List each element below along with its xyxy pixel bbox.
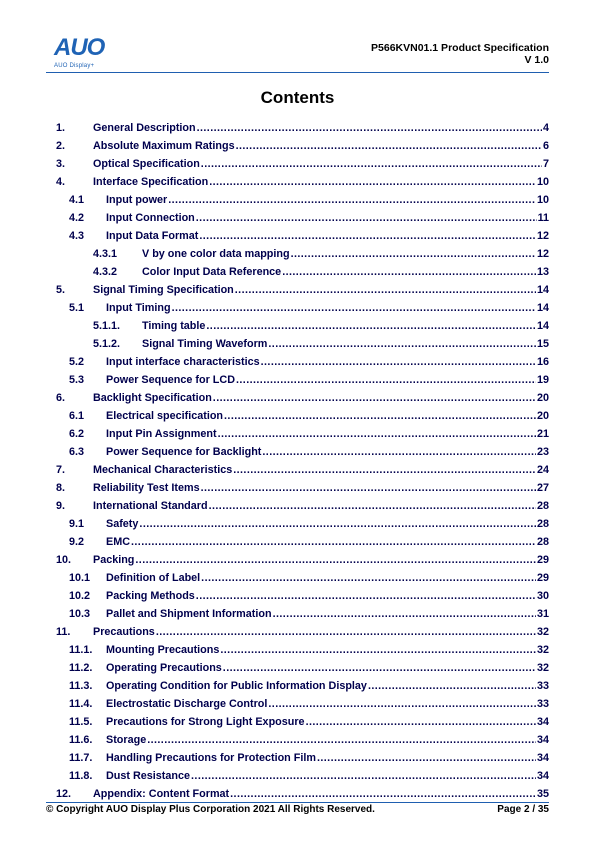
- toc-dot-leader: [236, 140, 542, 153]
- toc-entry-title: Signal Timing Waveform: [142, 338, 268, 350]
- toc-entry-page: 29: [536, 554, 549, 566]
- toc-dot-leader: [201, 482, 536, 495]
- toc-entry-number: 4.3: [69, 230, 85, 242]
- toc-entry[interactable]: [56, 639, 549, 657]
- toc-entry-page: 33: [536, 698, 549, 710]
- toc-entry[interactable]: [56, 531, 549, 549]
- toc-entry-page: 34: [536, 716, 549, 728]
- toc-entry[interactable]: [56, 783, 549, 801]
- toc-entry-number: 11.2.: [69, 662, 93, 674]
- toc-entry-page: 34: [536, 734, 549, 746]
- toc-dot-leader: [273, 608, 536, 621]
- toc-entry-number: 4.1: [69, 194, 85, 206]
- toc-entry[interactable]: [56, 621, 549, 639]
- toc-entry-page: 12: [536, 248, 549, 260]
- toc-dot-leader: [191, 770, 536, 783]
- toc-dot-leader: [206, 320, 536, 333]
- page-number: Page 2 / 35: [497, 804, 549, 815]
- toc-entry[interactable]: [56, 747, 549, 765]
- toc-entry-title: Absolute Maximum Ratings: [93, 140, 235, 152]
- toc-dot-leader: [168, 194, 536, 207]
- toc-entry-page: 21: [536, 428, 549, 440]
- toc-entry-title: Optical Specification: [93, 158, 200, 170]
- toc-entry-title: V by one color data mapping: [142, 248, 290, 260]
- toc-entry-title: Precautions for Strong Light Exposure: [106, 716, 305, 728]
- toc-entry-title: Precautions: [93, 626, 155, 638]
- toc-entry-title: Mounting Precautions: [106, 644, 220, 656]
- toc-entry-title: Input power: [106, 194, 168, 206]
- toc-entry-page: 34: [536, 770, 549, 782]
- toc-entry-number: 1.: [56, 122, 66, 134]
- toc-entry-number: 4.3.2: [93, 266, 118, 278]
- toc-entry-page: 34: [536, 752, 549, 764]
- toc-dot-leader: [235, 284, 536, 297]
- toc-entry-title: Mechanical Characteristics: [93, 464, 233, 476]
- toc-entry-number: 6.2: [69, 428, 85, 440]
- toc-entry-title: Packing Methods: [106, 590, 195, 602]
- toc-entry[interactable]: [56, 387, 549, 405]
- toc-entry-page: 28: [536, 500, 549, 512]
- toc-entry-page: 6: [542, 140, 549, 152]
- toc-entry-page: 20: [536, 410, 549, 422]
- toc-dot-leader: [201, 158, 542, 171]
- toc-dot-leader: [282, 266, 536, 279]
- toc-entry-page: 29: [536, 572, 549, 584]
- toc-entry-number: 9.: [56, 500, 66, 512]
- toc-entry[interactable]: [56, 225, 549, 243]
- toc-dot-leader: [306, 716, 536, 729]
- header-divider: [46, 72, 549, 73]
- toc-entry-title: Input Data Format: [106, 230, 199, 242]
- toc-entry[interactable]: [56, 567, 549, 585]
- toc-entry-page: 13: [536, 266, 549, 278]
- toc-entry[interactable]: [56, 711, 549, 729]
- toc-entry-number: 10.1: [69, 572, 91, 584]
- toc-entry-number: 11.4.: [69, 698, 93, 710]
- toc-dot-leader: [196, 590, 536, 603]
- toc-dot-leader: [156, 626, 536, 639]
- toc-entry-title: Reliability Test Items: [93, 482, 200, 494]
- toc-entry[interactable]: [56, 423, 549, 441]
- toc-dot-leader: [218, 428, 536, 441]
- toc-dot-leader: [131, 536, 536, 549]
- toc-entry[interactable]: [56, 585, 549, 603]
- toc-entry-page: 23: [536, 446, 549, 458]
- toc-entry[interactable]: [56, 117, 549, 135]
- toc-entry-page: 4: [542, 122, 549, 134]
- toc-entry[interactable]: [56, 351, 549, 369]
- toc-entry-page: 32: [536, 644, 549, 656]
- toc-entry[interactable]: [56, 189, 549, 207]
- toc-dot-leader: [261, 356, 536, 369]
- toc-entry[interactable]: [56, 495, 549, 513]
- toc-entry-title: Storage: [106, 734, 147, 746]
- toc-entry[interactable]: [56, 603, 549, 621]
- toc-entry-number: 11.8.: [69, 770, 93, 782]
- toc-dot-leader: [230, 788, 536, 801]
- toc-dot-leader: [147, 734, 536, 747]
- toc-entry-page: 7: [542, 158, 549, 170]
- toc-entry-number: 3.: [56, 158, 66, 170]
- toc-entry-title: General Description: [93, 122, 196, 134]
- toc-entry-number: 5.: [56, 284, 66, 296]
- toc-entry[interactable]: [56, 135, 549, 153]
- page-title: Contents: [260, 88, 335, 107]
- toc-entry[interactable]: [56, 765, 549, 783]
- footer-divider: [46, 802, 549, 803]
- toc-entry-title: Input Pin Assignment: [106, 428, 217, 440]
- toc-entry-page: 24: [536, 464, 549, 476]
- toc-dot-leader: [262, 446, 536, 459]
- toc-entry[interactable]: [56, 207, 549, 225]
- toc-entry[interactable]: [56, 441, 549, 459]
- toc-entry-title: Electrical specification: [106, 410, 224, 422]
- toc-entry-number: 6.: [56, 392, 66, 404]
- toc-entry-page: 10: [536, 176, 549, 188]
- toc-entry-number: 5.1.1.: [93, 320, 121, 332]
- toc-entry-page: 28: [536, 518, 549, 530]
- toc-entry-title: Power Sequence for LCD: [106, 374, 235, 386]
- toc-entry[interactable]: [56, 333, 549, 351]
- toc-entry-title: Timing table: [142, 320, 206, 332]
- toc-entry-page: 28: [536, 536, 549, 548]
- toc-entry[interactable]: [56, 243, 549, 261]
- toc-entry-number: 11.5.: [69, 716, 93, 728]
- toc-entry[interactable]: [56, 297, 549, 315]
- toc-entry[interactable]: [56, 513, 549, 531]
- product-title: P566KVN01.1 Product Specification: [371, 42, 549, 54]
- toc-entry-number: 6.3: [69, 446, 85, 458]
- toc-dot-leader: [317, 752, 536, 765]
- version-label: V 1.0: [524, 54, 549, 66]
- toc-entry-page: 10: [536, 194, 549, 206]
- toc-entry-page: 30: [536, 590, 549, 602]
- toc-entry[interactable]: [56, 153, 549, 171]
- toc-entry-number: 11.7.: [69, 752, 93, 764]
- toc-entry[interactable]: [56, 171, 549, 189]
- toc-entry-title: Handling Precautions for Protection Film: [106, 752, 316, 764]
- toc-entry[interactable]: [56, 549, 549, 567]
- toc-entry-title: Power Sequence for Backlight: [106, 446, 262, 458]
- toc-entry-title: Operating Precautions: [106, 662, 222, 674]
- toc-entry-page: 12: [536, 230, 549, 242]
- toc-entry[interactable]: [56, 675, 549, 693]
- toc-entry-page: 14: [536, 302, 549, 314]
- toc-entry[interactable]: [56, 657, 549, 675]
- toc-entry-number: 9.2: [69, 536, 85, 548]
- toc-dot-leader: [368, 680, 536, 693]
- toc-entry[interactable]: [56, 729, 549, 747]
- toc-entry-title: Safety: [106, 518, 139, 530]
- toc-entry-title: Definition of Label: [106, 572, 201, 584]
- toc-entry-page: 35: [536, 788, 549, 800]
- toc-entry-number: 11.6.: [69, 734, 93, 746]
- toc-dot-leader: [209, 176, 536, 189]
- table-of-contents: [56, 117, 549, 801]
- toc-entry-page: 14: [536, 320, 549, 332]
- toc-entry-title: Packing: [93, 554, 135, 566]
- logo-wordmark: AUO: [54, 34, 105, 61]
- toc-dot-leader: [268, 698, 536, 711]
- toc-dot-leader: [213, 392, 536, 405]
- toc-dot-leader: [220, 644, 536, 657]
- toc-entry-number: 5.3: [69, 374, 85, 386]
- toc-entry-number: 11.3.: [69, 680, 93, 692]
- toc-entry-title: Input Connection: [106, 212, 195, 224]
- toc-entry[interactable]: [56, 405, 549, 423]
- toc-entry-number: 10.: [56, 554, 72, 566]
- toc-dot-leader: [236, 374, 536, 387]
- document-header: [371, 42, 549, 66]
- toc-entry-page: 16: [536, 356, 549, 368]
- toc-entry[interactable]: [56, 279, 549, 297]
- toc-entry-page: 19: [536, 374, 549, 386]
- toc-entry-page: 11: [537, 212, 549, 224]
- toc-entry-number: 10.2: [69, 590, 91, 602]
- toc-entry-number: 2.: [56, 140, 66, 152]
- toc-entry-title: Interface Specification: [93, 176, 209, 188]
- toc-entry-title: Backlight Specification: [93, 392, 212, 404]
- toc-entry[interactable]: [56, 369, 549, 387]
- toc-entry-title: Appendix: Content Format: [93, 788, 230, 800]
- toc-entry-page: 27: [536, 482, 549, 494]
- toc-entry-title: Color Input Data Reference: [142, 266, 282, 278]
- toc-entry-title: Input Timing: [106, 302, 171, 314]
- toc-entry-number: 4.2: [69, 212, 85, 224]
- toc-entry-number: 4.3.1: [93, 248, 118, 260]
- toc-entry-page: 14: [536, 284, 549, 296]
- toc-dot-leader: [139, 518, 536, 531]
- toc-dot-leader: [268, 338, 536, 351]
- toc-dot-leader: [291, 248, 536, 261]
- toc-entry-page: 15: [536, 338, 549, 350]
- toc-entry-number: 10.3: [69, 608, 91, 620]
- toc-entry-number: 11.1.: [69, 644, 93, 656]
- toc-dot-leader: [197, 122, 542, 135]
- toc-entry-number: 5.1: [69, 302, 85, 314]
- toc-dot-leader: [201, 572, 536, 585]
- toc-entry-title: Pallet and Shipment Information: [106, 608, 272, 620]
- toc-entry-number: 5.1.2.: [93, 338, 121, 350]
- toc-entry[interactable]: [56, 693, 549, 711]
- toc-entry-page: 33: [536, 680, 549, 692]
- toc-dot-leader: [224, 410, 536, 423]
- toc-dot-leader: [233, 464, 536, 477]
- toc-entry[interactable]: [56, 261, 549, 279]
- toc-entry[interactable]: [56, 477, 549, 495]
- toc-entry-page: 31: [536, 608, 549, 620]
- toc-entry-title: International Standard: [93, 500, 208, 512]
- toc-entry-page: 20: [536, 392, 549, 404]
- toc-entry-number: 7.: [56, 464, 66, 476]
- toc-entry-title: Input interface characteristics: [106, 356, 260, 368]
- toc-entry-title: Signal Timing Specification: [93, 284, 234, 296]
- logo-tagline: AUO Display+: [54, 63, 95, 69]
- company-logo: [54, 36, 114, 72]
- toc-entry[interactable]: [56, 315, 549, 333]
- toc-dot-leader: [196, 212, 537, 225]
- toc-dot-leader: [209, 500, 536, 513]
- toc-dot-leader: [199, 230, 536, 243]
- toc-entry-title: Dust Resistance: [106, 770, 191, 782]
- toc-entry[interactable]: [56, 459, 549, 477]
- copyright-notice: © Copyright AUO Display Plus Corporation 2021 All Rights Reserved.: [46, 804, 375, 815]
- toc-entry-number: 5.2: [69, 356, 85, 368]
- toc-entry-number: 9.1: [69, 518, 85, 530]
- toc-entry-title: Electrostatic Discharge Control: [106, 698, 268, 710]
- toc-entry-title: Operating Condition for Public Information Display: [106, 680, 367, 692]
- toc-entry-page: 32: [536, 662, 549, 674]
- toc-dot-leader: [135, 554, 536, 567]
- toc-entry-page: 32: [536, 626, 549, 638]
- toc-entry-number: 12.: [56, 788, 72, 800]
- toc-entry-title: EMC: [106, 536, 130, 548]
- toc-dot-leader: [223, 662, 536, 675]
- toc-entry-number: 8.: [56, 482, 66, 494]
- toc-dot-leader: [172, 302, 536, 315]
- toc-entry-number: 11.: [56, 626, 71, 638]
- toc-entry-number: 6.1: [69, 410, 85, 422]
- toc-entry-number: 4.: [56, 176, 66, 188]
